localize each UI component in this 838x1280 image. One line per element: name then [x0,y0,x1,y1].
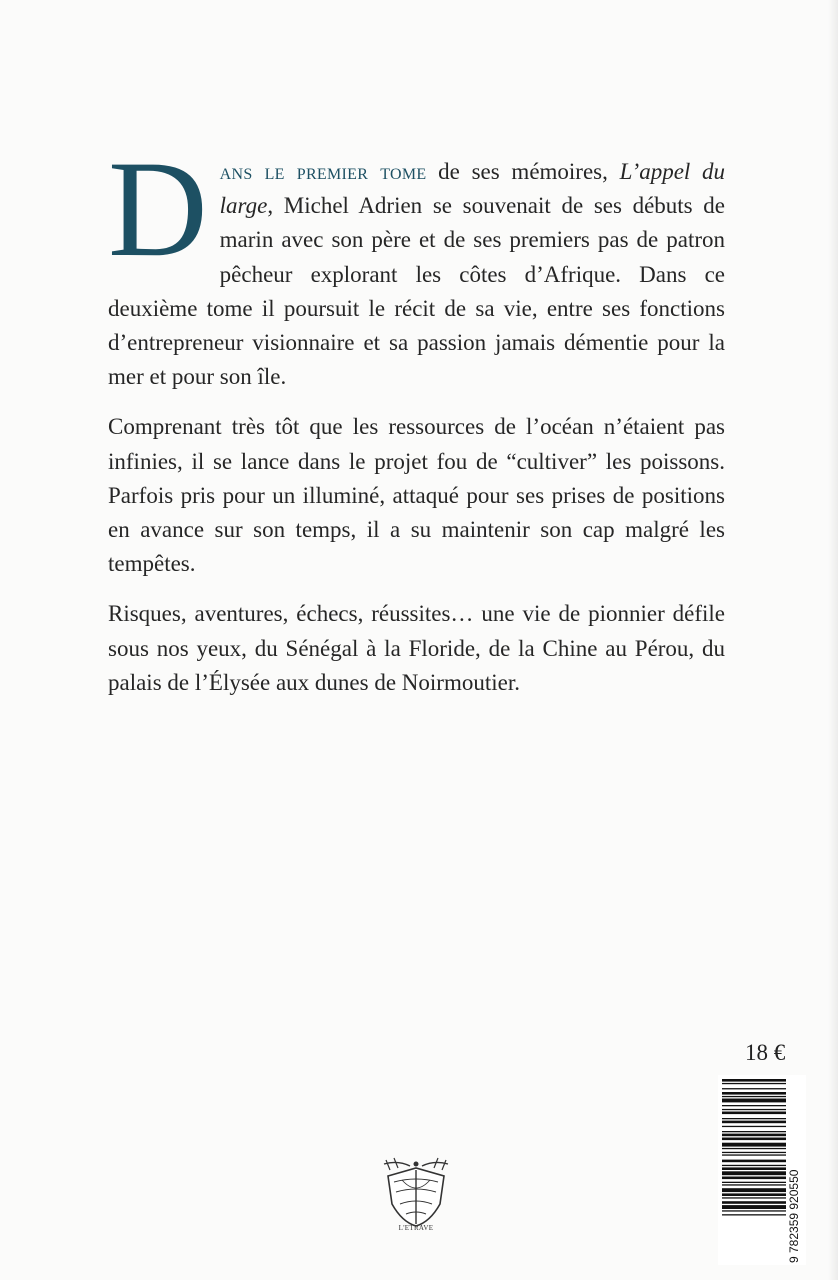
isbn-barcode [718,1075,806,1265]
barcode-bar [722,1160,786,1163]
barcode-bar [722,1167,786,1170]
barcode-bar [722,1205,786,1209]
barcode-bar [722,1131,786,1132]
publisher-name: L'ETRAVE [398,1224,434,1232]
blurb-paragraph-1 [108,132,726,394]
paragraph-1-text-b: , Michel Adrien se souvenait de ses débuts de marin avec son père et de ses premiers pas de patron pêcheur explorant les côtes d’Afrique. Dans ce deuxième tome il poursuit le récit de sa vie, entre ses fonctions d’entrepreneur visionnaire et sa passion jamais démentie pour la mer et pour son île. [108,193,725,390]
barcode-bar [722,1109,786,1110]
barcode-bar [722,1201,786,1204]
lead-in-smallcaps: ans le premier tome [219,159,427,184]
barcode-bar [722,1197,786,1198]
paragraph-1-text-a: de ses mémoires, [426,159,620,184]
barcode-bar [722,1092,786,1095]
barcode-bar [722,1079,786,1082]
barcode-bar [722,1105,786,1106]
page-edge-shadow [828,0,838,1280]
barcode-bar [722,1138,786,1141]
barcode-bar [722,1184,786,1185]
barcode-bar [722,1188,786,1192]
barcode-bar [722,1118,786,1119]
barcode-bar [722,1096,786,1097]
drop-cap: D [108,132,208,285]
barcode-bar [722,1210,786,1211]
barcode-bar [722,1165,786,1166]
barcode-bar [722,1121,786,1124]
blurb-paragraph-3: Risques, aventures, échecs, réussites… une vie de pionnier défile sous nos yeux, du Sénégal à la Floride, de la Chine au Pérou, du palais de l’Élysée aux dunes de Noirmoutier. [108,601,725,695]
barcode-bar [722,1083,786,1084]
barcode-bar [722,1143,786,1147]
barcode-bar [722,1177,786,1180]
barcode-bar [722,1148,786,1149]
barcode-bar [722,1152,786,1153]
price-label: 18 € [745,1040,786,1065]
barcode-bar [722,1112,786,1115]
barcode-bar [722,1182,786,1183]
barcode-bar [722,1171,786,1175]
barcode-bar [722,1214,786,1215]
barcode-bar [722,1193,786,1196]
book-title-italic: L’appel du large [219,159,726,219]
barcode-digits: 9 782359 920550 [787,1169,801,1263]
barcode-bar [722,1154,786,1155]
blurb-paragraph-2: Comprenant très tôt que les ressources de l’océan n’étaient pas infinies, il se lance dans le projet fou de “cultiver” les poissons. Parfois pris pour un illuminé, attaqué pour ses prises de positions en avance sur son temps, il a su maintenir son cap malgré les tempêtes. [108,414,725,577]
barcode-graphic [718,1075,806,1265]
barcode-bar [722,1088,786,1089]
back-cover-blurb [108,132,726,716]
barcode-bar [722,1099,786,1103]
barcode-bar [722,1134,786,1137]
barcode-bar [722,1126,786,1127]
